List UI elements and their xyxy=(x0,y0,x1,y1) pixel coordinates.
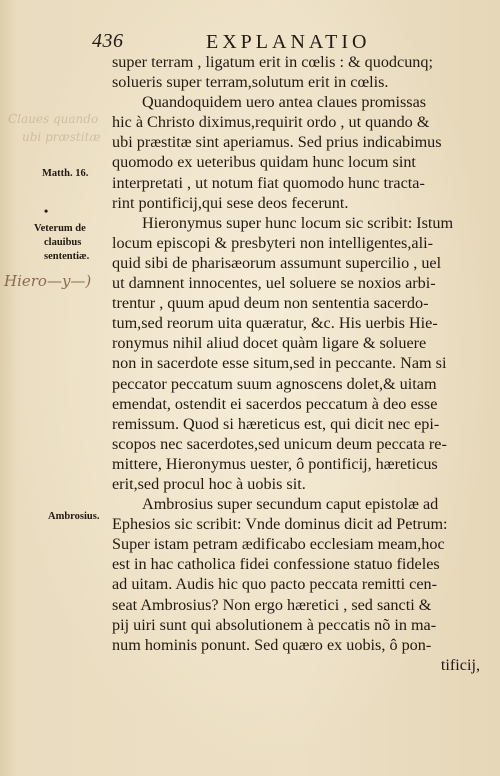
text-line: seat Ambrosius? Non ergo hæretici , sed sancti & xyxy=(112,595,432,614)
text-line: interpretati , ut notum fiat quomodo hunc tracta- xyxy=(112,173,425,192)
margin-note-ambrosius: Ambrosius. xyxy=(48,511,100,522)
text-line: Ephesios sic scribit: Vnde dominus dicit ad Petrum: xyxy=(112,515,448,534)
text-line: trentur , quum apud deum non sententia sacerdo- xyxy=(112,294,429,313)
text-line: rint pontificij,qui sese deos fecerunt. xyxy=(112,193,349,212)
text-line: emendat, ostendit ei sacerdos peccatum à deo esse xyxy=(112,394,438,413)
text-line: peccator peccatum suum agnoscens dolet,& uitam xyxy=(112,374,437,393)
margin-note-veterum-2: clauibus xyxy=(44,237,82,248)
text-line: Super istam petram ædificabo ecclesiam meam,hoc xyxy=(112,535,445,554)
text-line: pij uiri sunt qui absolutionem à peccatis nõ in ma- xyxy=(112,615,437,634)
text-line: ut damnent innocentes, uel soluere se noxios arbi- xyxy=(112,274,436,293)
handwritten-note-faint-1: Claues quando xyxy=(8,112,99,126)
running-head: EXPLANATIO xyxy=(206,31,371,53)
text-line: Ambrosius super secundum caput epistolæ ad xyxy=(142,495,439,514)
text-line: Quandoquidem uero antea claues promissas xyxy=(142,93,427,112)
margin-bullet: • xyxy=(44,204,49,218)
text-line: ubi præstitæ sint aperiamus. Sed prius indicabimus xyxy=(112,133,442,152)
text-line: erit,sed procul hoc à uobis sit. xyxy=(112,474,306,493)
text-line: remissum. Quod si hæreticus est, qui dicit nec epi- xyxy=(112,414,440,433)
text-line: est in hac catholica fidei confessione statuo fideles xyxy=(112,555,440,574)
text-line: mittere, Hieronymus uester, ô pontificij, hæreticus xyxy=(112,454,438,473)
text-line: super terram , ligatum erit in cœlis : & quodcunq; xyxy=(112,53,433,71)
text-line: tum,sed reorum uita quæratur, &c. His uerbis Hie- xyxy=(112,314,438,333)
text-line: num hominis ponunt. Sed quæro ex uobis, ô pon- xyxy=(112,635,432,654)
text-line: ad uitam. Audis hic quo pacto peccata remitti cen- xyxy=(112,575,437,594)
body-text xyxy=(112,52,484,675)
page-number: 436 xyxy=(92,30,124,52)
text-line: hic à Christo diximus,requirit ordo , ut quando & xyxy=(112,113,430,132)
text-line: quomodo ex ueteribus quidam hunc locum sint xyxy=(112,153,416,172)
text-line: scopos nec sacerdotes,sed unicum deum peccata re- xyxy=(112,434,447,453)
text-line: ronymus nihil aliud docet quàm ligare & soluere xyxy=(112,334,427,353)
text-line: non in sacerdote esse situm,sed in peccante. Nam si xyxy=(112,354,447,373)
text-line: solueris super terram,solutum erit in cœlis. xyxy=(112,73,389,92)
handwritten-note-faint-2: ubi præstitæ xyxy=(22,130,101,144)
text-line: locum episcopi & presbyteri non intelligentes,ali- xyxy=(112,233,433,252)
text-line: Hieronymus super hunc locum sic scribit: Istum xyxy=(142,213,454,232)
margin-note-veterum-1: Veterum de xyxy=(34,223,86,234)
handwritten-note-ink: Hiero—y—) xyxy=(4,272,92,290)
catchword: tificij, xyxy=(440,655,480,674)
margin-note-matth: Matth. 16. xyxy=(42,168,89,179)
text-line: quid sibi de pharisæorum assumunt supercilio , uel xyxy=(112,253,442,272)
margin-note-veterum-3: sententiæ. xyxy=(44,251,90,262)
